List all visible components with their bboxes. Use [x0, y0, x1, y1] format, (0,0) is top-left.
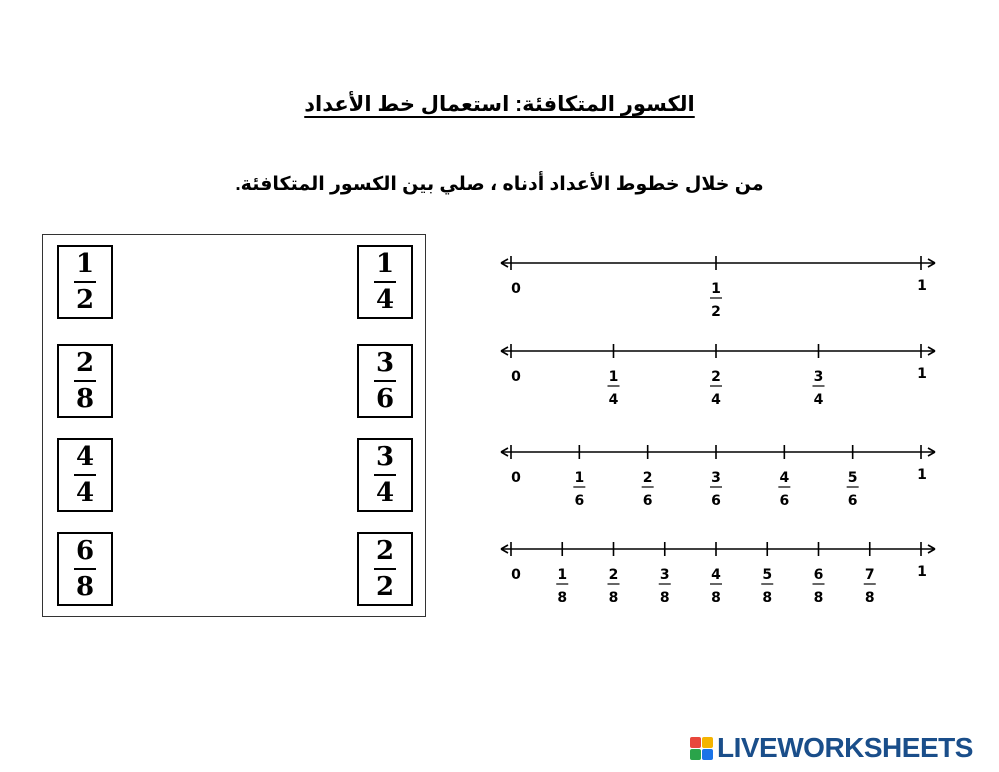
tick-denominator: 2: [711, 304, 721, 320]
fraction-card-left-4[interactable]: [57, 532, 113, 606]
tick-label-zero: 0: [511, 369, 521, 385]
matching-panel: [42, 234, 426, 617]
tick-label-zero: 0: [511, 567, 521, 583]
fraction-bar: [374, 568, 396, 570]
numerator: 1: [375, 249, 395, 279]
denominator: 4: [375, 478, 395, 508]
tick-denominator: 4: [813, 392, 824, 408]
fraction-bar: [374, 281, 396, 283]
logo-square: [702, 749, 713, 760]
fraction-card-left-3[interactable]: [57, 438, 113, 512]
denominator: 2: [375, 572, 395, 602]
fraction: [74, 444, 96, 506]
denominator: 6: [375, 384, 395, 414]
logo-square: [690, 749, 701, 760]
fraction: [374, 350, 396, 412]
fraction-card-right-1[interactable]: [357, 245, 413, 319]
tick-numerator: 1: [608, 369, 619, 385]
fraction-card-right-2[interactable]: [357, 344, 413, 418]
tick-label-one: 1: [917, 366, 927, 382]
tick-numerator: 5: [762, 567, 773, 583]
logo-square: [702, 737, 713, 748]
tick-label-zero: 0: [511, 281, 521, 297]
tick-numerator: 2: [711, 369, 721, 385]
denominator: 4: [75, 478, 95, 508]
tick-denominator: 6: [642, 493, 653, 509]
logo-square: [690, 737, 701, 748]
tick-numerator: 1: [711, 281, 721, 297]
tick-denominator: 6: [574, 493, 585, 509]
tick-denominator: 6: [779, 493, 790, 509]
brand-text: LIVEWORKSHEETS: [717, 732, 973, 763]
tick-denominator: 8: [608, 590, 619, 606]
numerator: 4: [75, 442, 95, 472]
denominator: 8: [75, 384, 95, 414]
fraction-card-right-4[interactable]: [357, 532, 413, 606]
fraction-bar: [374, 380, 396, 382]
fraction: [374, 444, 396, 506]
tick-label-one: 1: [917, 564, 927, 580]
fraction: [74, 350, 96, 412]
tick-numerator: 2: [608, 567, 619, 583]
tick-numerator: 1: [557, 567, 568, 583]
fraction-card-left-2[interactable]: [57, 344, 113, 418]
instruction-text: من خلال خطوط الأعداد أدناه ، صلي بين الكسور المتكافئة.: [235, 174, 764, 195]
numerator: 3: [375, 348, 395, 378]
fraction-bar: [74, 380, 96, 382]
denominator: 4: [375, 285, 395, 315]
tick-numerator: 5: [847, 470, 858, 486]
tick-denominator: 6: [711, 493, 721, 509]
tick-numerator: 4: [711, 567, 721, 583]
fraction-card-right-3[interactable]: [357, 438, 413, 512]
page-title-text: الكسور المتكافئة: استعمال خط الأعداد: [304, 93, 695, 116]
numerator: 2: [375, 536, 395, 566]
tick-denominator: 4: [711, 392, 721, 408]
tick-numerator: 3: [711, 470, 721, 486]
fraction: [74, 251, 96, 313]
denominator: 8: [75, 572, 95, 602]
tick-denominator: 8: [864, 590, 875, 606]
fraction-bar: [74, 474, 96, 476]
denominator: 2: [75, 285, 95, 315]
tick-numerator: 6: [813, 567, 824, 583]
tick-denominator: 8: [557, 590, 568, 606]
tick-denominator: 8: [711, 590, 721, 606]
tick-denominator: 8: [762, 590, 773, 606]
liveworksheets-logo: [690, 731, 973, 765]
tick-numerator: 3: [659, 567, 670, 583]
tick-label-one: 1: [917, 467, 927, 483]
fraction-bar: [74, 281, 96, 283]
tick-numerator: 7: [864, 567, 875, 583]
tick-denominator: 8: [659, 590, 670, 606]
tick-numerator: 2: [642, 470, 653, 486]
numerator: 2: [75, 348, 95, 378]
tick-numerator: 3: [813, 369, 824, 385]
tick-denominator: 4: [608, 392, 619, 408]
numerator: 6: [75, 536, 95, 566]
fraction: [374, 538, 396, 600]
tick-numerator: 4: [779, 470, 790, 486]
fraction: [74, 538, 96, 600]
fraction-bar: [74, 568, 96, 570]
tick-numerator: 1: [574, 470, 585, 486]
fraction: [374, 251, 396, 313]
tick-denominator: 8: [813, 590, 824, 606]
number-lines: [495, 240, 945, 620]
numerator: 3: [375, 442, 395, 472]
page-title: [0, 92, 999, 117]
tick-denominator: 6: [847, 493, 858, 509]
tick-label-zero: 0: [511, 470, 521, 486]
fraction-bar: [374, 474, 396, 476]
fraction-card-left-1[interactable]: [57, 245, 113, 319]
tick-label-one: 1: [917, 278, 927, 294]
liveworksheets-logo-icon: [690, 737, 713, 760]
numerator: 1: [75, 249, 95, 279]
